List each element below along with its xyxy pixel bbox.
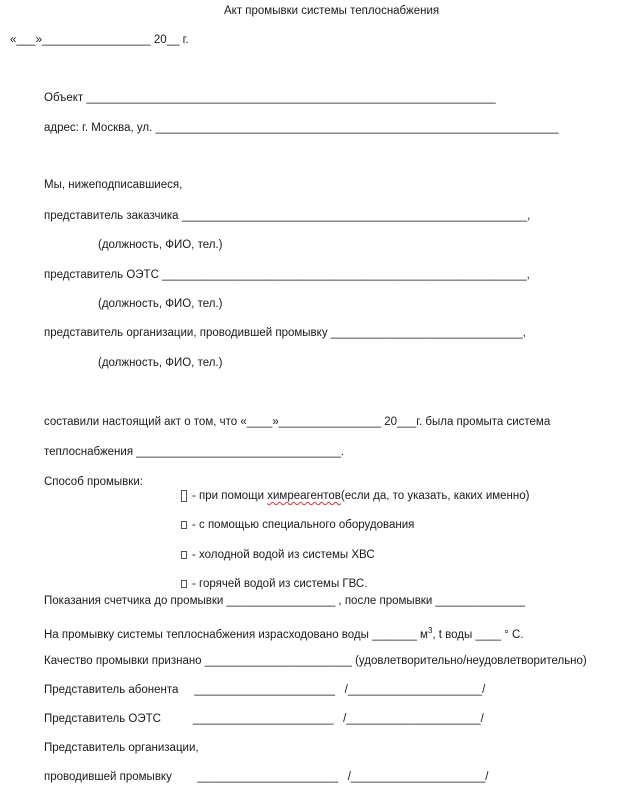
method-option-equipment: - с помощью специального оборудования	[168, 504, 414, 546]
checkbox-icon[interactable]	[181, 490, 187, 502]
customer-rep-line: представитель заказчика ______________________________________________________,	[44, 210, 531, 222]
org-rep-note: (должность, ФИО, тел.)	[98, 357, 223, 369]
method-label: Способ промывки:	[44, 476, 143, 488]
checkbox-icon[interactable]	[181, 551, 187, 559]
signature-org: проводившей промывку ______________________ /_____________________/	[44, 771, 489, 783]
document-title: Акт промывки системы теплоснабжения	[224, 5, 440, 17]
org-rep-line: представитель организации, проводившей промывку ______________________________,	[44, 327, 526, 339]
method-option-chemicals: - при помощи химреагентов(если да, то указать, каких именно)	[168, 475, 530, 517]
signature-oets: Представитель ОЭТС ______________________ /_____________________/	[44, 713, 484, 725]
signature-subscriber: Представитель абонента ______________________ /_____________________/	[44, 684, 486, 696]
method-option-cold-water: - холодной водой из системы ХВС	[168, 534, 375, 576]
signatories-intro: Мы, нижеподписавшиеся,	[44, 179, 183, 191]
date-line: «___»_________________ 20__ г.	[10, 34, 189, 46]
meter-readings-line: Показания счетчика до промывки _________________ , после промывки ______________	[44, 595, 525, 607]
oets-rep-line: представитель ОЭТС _________________________________________________________,	[44, 269, 530, 281]
checkbox-icon[interactable]	[181, 521, 187, 529]
customer-rep-note: (должность, ФИО, тел.)	[98, 239, 223, 251]
address-line: адрес: г. Москва, ул. _______________________________________________________________	[44, 122, 559, 134]
oets-rep-note: (должность, ФИО, тел.)	[98, 298, 223, 310]
water-used-line: На промывку системы теплоснабжения израсходовано воды _______ $м^3$, t воды ____ ° С.	[44, 626, 524, 641]
method-option-hot-water: - горячей водой из системы ГВС.	[168, 563, 367, 605]
compiled-statement: составили настоящий акт о том, что «____»________________ 20___г. была промыта система	[44, 416, 551, 428]
heating-system-line: теплоснабжения ________________________________.	[44, 446, 345, 458]
signature-org-title: Представитель организации,	[44, 742, 199, 754]
quality-line: Качество промывки признано _______________________ (удовлетворительно/неудовлетворительно)	[44, 655, 587, 667]
checkbox-icon[interactable]	[181, 580, 187, 588]
object-line: Объект ________________________________________________________________	[44, 92, 496, 104]
